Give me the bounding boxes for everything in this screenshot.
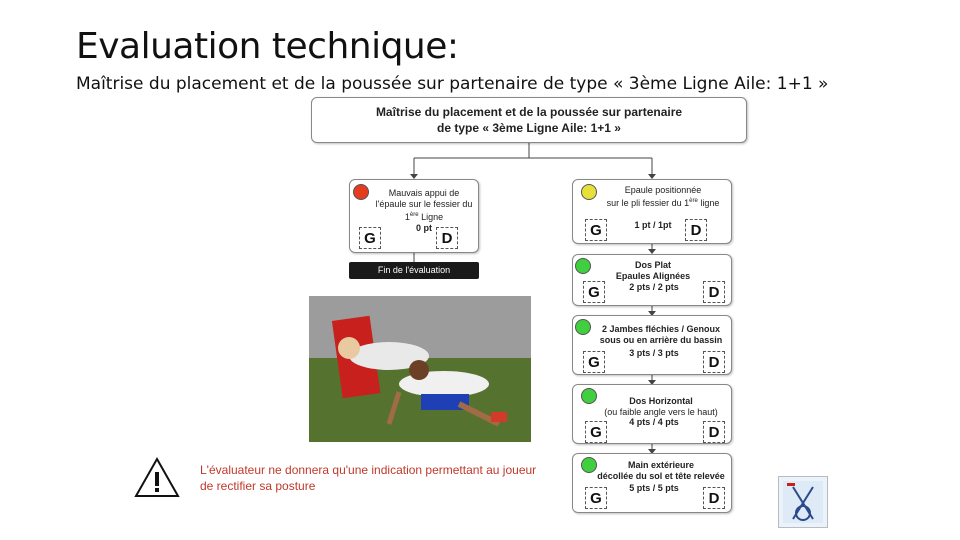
red-status-icon [353,184,369,200]
left-side-box: G [359,227,381,249]
warning-triangle-icon [134,456,180,498]
step-2-points: 2 pts / 2 pts [629,282,679,292]
warning-note: L'évaluateur ne donnera qu'une indication permettant au joueur de rectifier sa posture [200,463,537,493]
green-status-icon [575,258,591,274]
step-box-5 [572,453,732,513]
step-5-line-1: Main extérieure [627,460,695,470]
header-line-2: de type « 3ème Ligne Aile: 1+1 » [437,121,621,135]
diagram-header-box [311,97,747,143]
step-5-left: G [585,487,607,509]
step-4-line-1: Dos Horizontal [629,396,693,406]
scrum-photo [309,296,531,442]
step-2-left: G [583,281,605,303]
step-3-line-2: sous ou en arrière du bassin [599,335,723,345]
step-1-line-2: sur le pli fessier du 1ère ligne [606,198,720,208]
step-2-line-2: Epaules Alignées [615,271,691,281]
header-line-1: Maîtrise du placement et de la poussée sur partenaire [375,105,683,119]
step-2-right: D [703,281,725,303]
failure-line-3: 1ère Ligne [404,212,444,222]
step-box-1 [572,179,732,244]
step-3-left: G [583,351,605,373]
step-5-points: 5 pts / 5 pts [629,483,679,493]
step-1-points: 1 pt / 1pt [634,220,672,230]
step-3-points: 3 pts / 3 pts [629,348,679,358]
players-illustration [309,296,531,442]
failure-line-1: Mauvais appui de [388,188,460,198]
green-status-icon [575,319,591,335]
failure-line-2: l'épaule sur le fessier du [375,199,473,209]
step-4-line-2: (ou faible angle vers le haut) [604,407,718,417]
end-of-evaluation-bar: Fin de l'évaluation [349,262,479,279]
page-title: Evaluation technique: [76,26,459,67]
federation-logo [778,476,828,528]
step-1-left: G [585,219,607,241]
logo-icon [779,477,827,527]
page-subtitle: Maîtrise du placement et de la poussée sur partenaire de type « 3ème Ligne Aile: 1+1 » [76,74,829,94]
step-3-line-1: 2 Jambes fléchies / Genoux [601,324,721,334]
step-4-points: 4 pts / 4 pts [629,417,679,427]
step-5-line-2: décollée du sol et tête relevée [597,471,725,481]
step-3-right: D [703,351,725,373]
step-4-right: D [703,421,725,443]
step-4-left: G [585,421,607,443]
step-5-right: D [703,487,725,509]
step-1-right: D [685,219,707,241]
step-box-3 [572,315,732,375]
step-box-2 [572,254,732,306]
step-box-4 [572,384,732,444]
failure-points: 0 pt [415,223,432,233]
right-side-box: D [436,227,458,249]
step-2-line-1: Dos Plat [634,260,671,270]
failure-box [349,179,479,253]
step-1-line-1: Epaule positionnée [624,185,702,195]
